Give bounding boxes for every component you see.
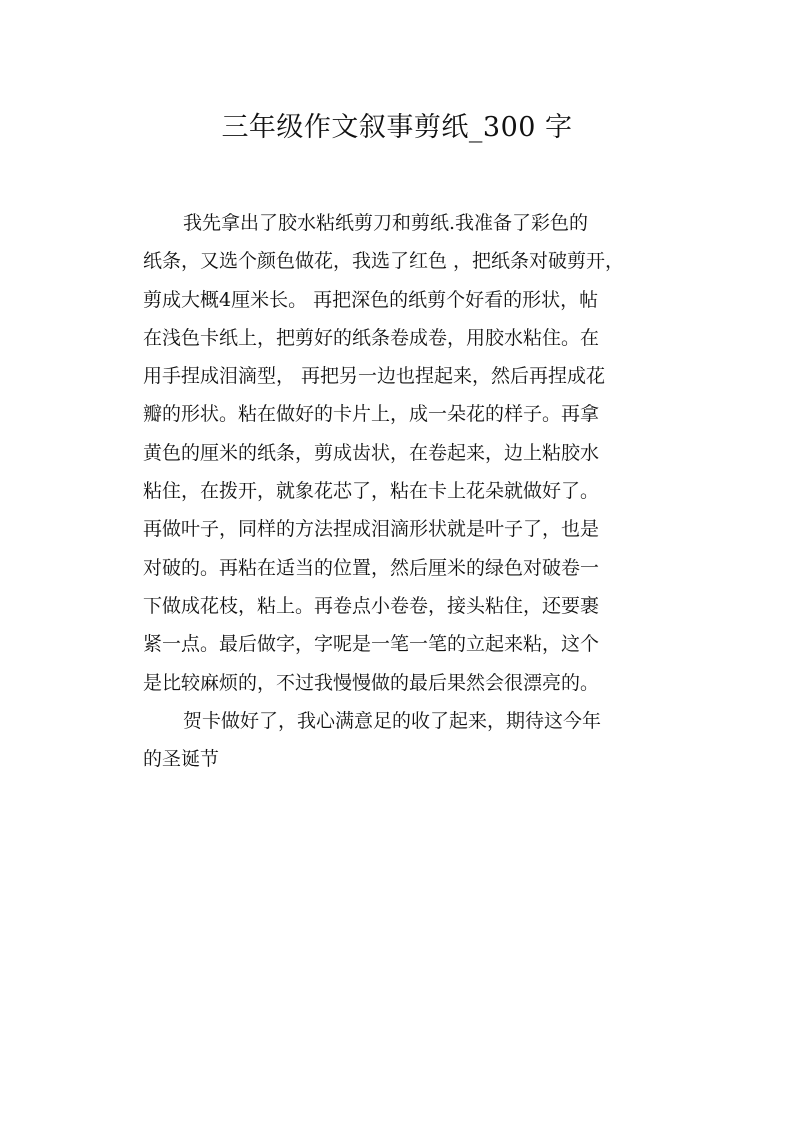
document-title: 三年级作文叙事剪纸_300 字 xyxy=(221,112,573,143)
paragraph-line: 粘住，在拨开，就象花芯了，粘在卡上花朵就做好了。 xyxy=(143,480,600,503)
paragraph-1 xyxy=(143,204,663,702)
paragraph-line: 用手捏成泪滴型， 再把另一边也捏起来，然后再捏成花 xyxy=(143,365,606,388)
paragraph-line: 我先拿出了胶水粘纸剪刀和剪纸.我准备了彩色的 xyxy=(183,212,589,234)
paragraph-line: 在浅色卡纸上，把剪好的纸条卷成卷，用胶水粘住。在 xyxy=(143,326,600,349)
paragraph-line: 下做成花枝，粘上。再卷点小卷卷，接头粘住，还要裹 xyxy=(143,594,600,617)
paragraph-line: 黄色的厘米的纸条，剪成齿状，在卷起来，边上粘胶水 xyxy=(143,441,600,464)
paragraph-line: 剪成大概4厘米长。 再把深色的纸剪个好看的形状，帖 xyxy=(143,288,599,311)
document-body xyxy=(143,204,663,778)
paragraph-line: 再做叶子，同样的方法捏成泪滴形状就是叶子了，也是 xyxy=(143,518,600,541)
paragraph-line: 的圣诞节 xyxy=(143,748,220,771)
paragraph-line: 瓣的形状。粘在做好的卡片上，成一朵花的样子。再拿 xyxy=(143,403,600,426)
paragraph-line: 紧一点。最后做字，字呢是一笔一笔的立起来粘，这个 xyxy=(143,633,600,656)
paragraph-line: 纸条，又选个颜色做花，我选了红色 ，把纸条对破剪开， xyxy=(143,250,625,273)
paragraph-line: 是比较麻烦的，不过我慢慢做的最后果然会很漂亮的。 xyxy=(143,671,600,694)
paragraph-line: 贺卡做好了，我心满意足的收了起来，期待这今年 xyxy=(183,709,602,732)
paragraph-line: 对破的。再粘在适当的位置，然后厘米的绿色对破卷一 xyxy=(143,556,600,579)
paragraph-2 xyxy=(143,702,663,779)
